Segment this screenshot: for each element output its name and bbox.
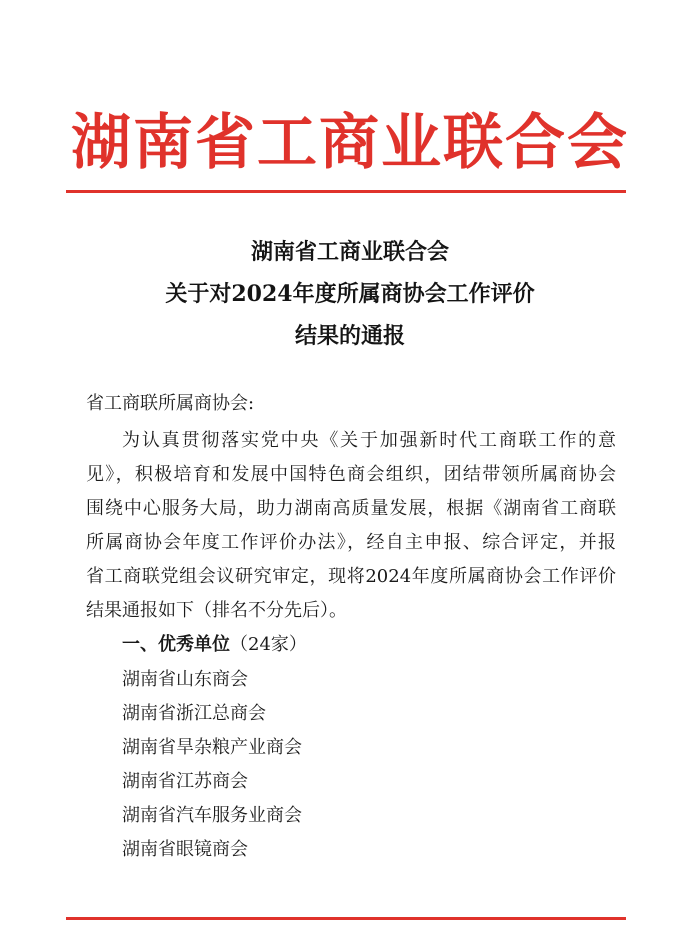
unit-item: 湖南省浙江总商会 [122,703,266,724]
unit-item: 湖南省眼镜商会 [122,839,248,860]
unit-item: 湖南省江苏商会 [122,771,248,792]
body-line: 所属商协会年度工作评价办法》，经自主申报、综合评定，并报 [86,532,616,553]
body-line: 围绕中心服务大局，助力湖南高质量发展，根据《湖南省工商联 [86,498,616,519]
salutation: 省工商联所属商协会: [86,393,255,414]
masthead-rule [66,190,626,193]
section-heading-count: （24家） [230,634,307,655]
doc-title-line-3: 结果的通报 [294,323,405,349]
section-heading-label: 一、优秀单位 [122,634,230,655]
section-heading [122,633,307,657]
body-line: 为认真贯彻落实党中央《关于加强新时代工商联工作的意 [122,430,616,451]
body-line: 见》，积极培育和发展中国特色商会组织，团结带领所属商协会 [86,464,616,485]
body-line: 结果通报如下（排名不分先后）。 [86,600,347,621]
unit-item: 湖南省汽车服务业商会 [122,805,302,826]
body-line: 省工商联党组会议研究审定，现将2024年度所属商协会工作评价 [86,566,616,587]
masthead: 湖南省工商业联合会 [71,108,629,178]
unit-item: 湖南省旱杂粮产业商会 [122,737,302,758]
footer-rule [66,917,626,920]
doc-title-line-2: 关于对2024年度所属商协会工作评价 [165,281,535,307]
doc-title-line-1: 湖南省工商业联合会 [250,239,449,265]
unit-item: 湖南省山东商会 [122,669,248,690]
